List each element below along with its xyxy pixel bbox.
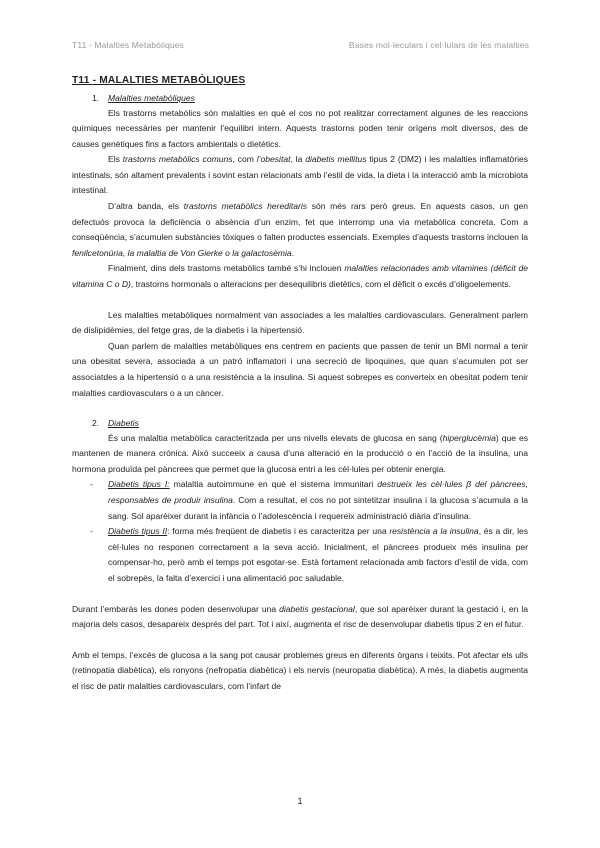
section-title: Diabetis: [108, 418, 139, 429]
paragraph: Quan parlem de malalties metabòliques ens centrem en pacients que passen de tenir un BMI normal a tenir una obesitat severa, associada a un patró inflamatori i una secreció de lipoquines, que quan s’acumulen pot ser associatdes a la hipertensió o a una resistència a la insulina. Si aquest sobrepes es converteix en obesitat podem tenir malalties cardiovasculars o a un càncer.: [72, 340, 528, 398]
paragraph: És una malaltia metabòlica caracteritzada per uns nivells elevats de glucosa en sang (hiperglucèmia) que es mantenen de manera crònica. Això succeeix a causa d’una alteració en la producció o en l’acció de la insulina, una hormona produïda pel pàncrees que permet que la glucosa entri a les cèl·lules per obtenir energia.: [72, 432, 528, 474]
paragraph: Finalment, dins dels trastorns metabòlics també s’hi inclouen malalties relacionades amb vitamines (dèficit de vitamina C o D), trastorns hormonals o alteracions per desequilibris dietètics, com el dèficit o excés d’oligoelements.: [72, 263, 528, 290]
spacer: [72, 587, 528, 602]
section-title: Malalties metabòliques: [108, 93, 195, 103]
spacer: [72, 633, 528, 648]
paragraph: Amb el temps, l’excés de glucosa a la sang pot causar problemes greus en diferents òrgans i teixits. Pot afectar els ulls (retinopatia diabètica), els ronyons (nefropatia diabètica) i els nervis (neuropatia diabètica). A més, la diabetis augmenta el risc de patir malalties cardiovasculars, com l’infart de: [72, 649, 528, 691]
paragraph: D’altra banda, els trastorns metabòlics hereditaris són més rars però greus. En aquests casos, un gen defectuós provoca la deficiència o absència d’un enzim, fet que interromp una via metabòlica concreta. Com a conseqüència, s’acumulen substàncies tòxiques o falten productes essencials. Exemples d’aquests trastorns inclouen la fenilcetonúria, la malaltia de Von Gierke o la galactosèmia.: [72, 201, 528, 258]
spacer: [72, 293, 528, 308]
document-body: [72, 73, 528, 695]
header-right: Bases mol·leculars i cel·lulars de les malalties: [348, 40, 529, 50]
header-left: T11 - Malalties Metabòliques: [72, 40, 185, 50]
section-number: 2.: [92, 418, 100, 429]
spacer: [72, 401, 528, 416]
paragraph: Les malalties metabòliques normalment van associades a les malalties cardiovasculars. Generalment parlem de dislipidèmies, del fetge gras, de la diabetis i la hipertensió.: [72, 309, 528, 336]
section-number: 1.: [92, 93, 100, 103]
bullet-list: [72, 477, 528, 586]
list-item: - Diabetis tipus I: malaltia autoimmune en què el sistema immunitari destrueix les cèl·lules β del pàncrees, responsables de produir insulina. Com a resultat, el cos no pot sintetitzar insulina i la glucosa s’acumula a la sang. Sol aparèixer durant la infància o l’adolescència i requereix administració diària d’insulina.: [72, 477, 528, 524]
paragraph: Els trastorns metabòlics són malalties en què el cos no pot realitzar correctament algunes de les reaccions químiques necessàries per mantenir l’equilibri intern. Aquests trastorns poden tenir orígens molt diversos, des de causes genètiques fins a factors ambientals o dietètics.: [72, 107, 528, 149]
section-heading-2: [72, 416, 528, 431]
paragraph: Els trastorns metabòlics comuns, com l’obesitat, la diabetis mellitus tipus 2 (DM2) i les malalties inflamatòries intestinals, són altament prevalents i sovint estan relacionats amb l’estil de vida, la dieta i la interacció amb la microbiota intestinal.: [72, 154, 529, 196]
document-title: T11 - MALALTIES METABÒLIQUES: [72, 75, 246, 86]
list-item: - Diabetis tipus II: forma més freqüent de diabetis i es caracteritza per una resistència a la insulina, és a dir, les cèl·lules no responen correctament a la seva acció. Inicialment, el pàncrees produeix més insulina per compensar-ho, però amb el temps pot esgotar-se. Està fortament relacionada amb factors d’estil de vida, com el sobrepès, la falta d’exercici i una alimentació poc saludable.: [72, 524, 528, 586]
page-number: 1: [297, 796, 303, 806]
paragraph: Durant l’embaràs les dones poden desenvolupar una diabetis gestacional, que sol aparèixer durant la gestació i, en la majoria dels casos, desapareix després del part. Tot i així, augmenta el risc de desenvolupar diabetis tipus 2 en el futur.: [72, 603, 529, 630]
section-heading-1: [72, 91, 528, 106]
